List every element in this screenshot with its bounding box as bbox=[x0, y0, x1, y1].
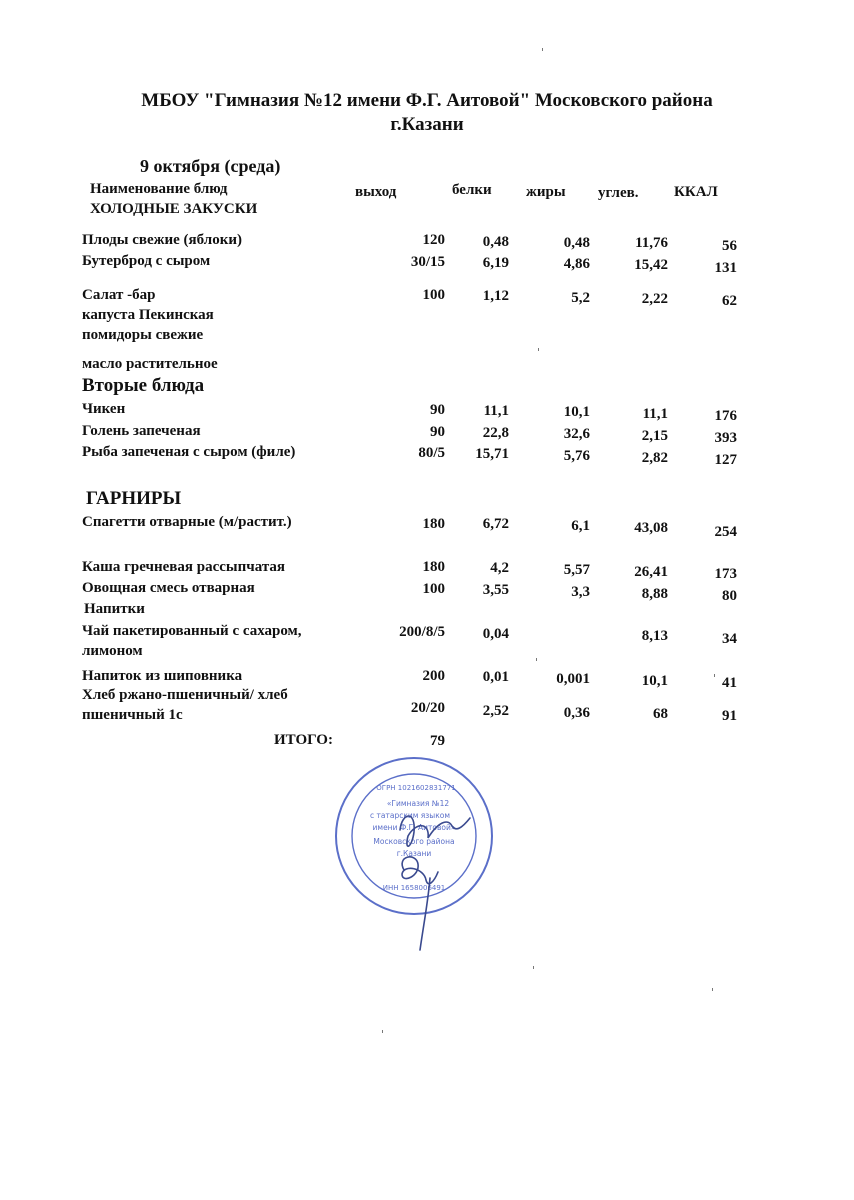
dish-fat: 0,001 bbox=[556, 671, 590, 687]
dish-protein: 2,52 bbox=[482, 703, 509, 719]
official-stamp bbox=[330, 752, 500, 952]
dish-kcal: 173 bbox=[714, 566, 737, 582]
scan-speck bbox=[712, 988, 713, 991]
salad-ingredient: капуста Пекинская bbox=[82, 307, 214, 323]
dish-fat: 4,86 bbox=[563, 256, 590, 272]
dish-protein: 6,19 bbox=[482, 255, 509, 271]
dish-protein: 0,48 bbox=[482, 234, 509, 250]
dish-output: 100 bbox=[422, 581, 445, 597]
dish-carbs: 8,13 bbox=[641, 628, 668, 644]
dish-name-continued: лимоном bbox=[82, 643, 143, 659]
col-header-name: Наименование блюд bbox=[90, 181, 228, 197]
dish-carbs: 2,82 bbox=[641, 450, 668, 466]
dish-protein: 4,2 bbox=[490, 560, 509, 576]
dish-name: Чай пакетированный с сахаром, bbox=[82, 623, 302, 639]
dish-output: 200 bbox=[422, 668, 445, 684]
dish-name: Каша гречневая рассыпчатая bbox=[82, 559, 286, 575]
dish-kcal: 254 bbox=[714, 524, 737, 540]
dish-carbs: 15,42 bbox=[634, 257, 668, 273]
dish-protein: 22,8 bbox=[482, 425, 509, 441]
stamp-line: имени Ф.Г. Аитовой» bbox=[372, 823, 456, 832]
dish-output: 80/5 bbox=[418, 445, 445, 461]
dish-carbs: 8,88 bbox=[641, 586, 668, 602]
dish-name-continued: пшеничный 1с bbox=[82, 707, 183, 723]
dish-output: 30/15 bbox=[410, 254, 445, 270]
total-label: ИТОГО: bbox=[274, 732, 333, 748]
section-second-courses: Вторые блюда bbox=[82, 375, 205, 396]
dish-kcal: 393 bbox=[714, 430, 737, 446]
scan-speck bbox=[542, 48, 543, 51]
dish-carbs: 26,41 bbox=[634, 564, 668, 580]
dish-protein: 15,71 bbox=[475, 446, 509, 462]
scan-speck bbox=[714, 674, 715, 677]
dish-fat: 6,1 bbox=[571, 518, 590, 534]
dish-name: Чикен bbox=[82, 401, 126, 417]
dish-name: Голень запеченая bbox=[82, 423, 201, 439]
dish-output: 120 bbox=[422, 232, 445, 248]
dish-carbs: 43,08 bbox=[634, 520, 668, 536]
dish-kcal: 127 bbox=[714, 452, 737, 468]
col-header-fat: жиры bbox=[526, 184, 566, 200]
dish-protein: 11,1 bbox=[483, 403, 509, 419]
stamp-line: «Гимназия №12 bbox=[386, 799, 450, 808]
dish-protein: 3,55 bbox=[482, 582, 509, 598]
dish-fat: 10,1 bbox=[563, 404, 590, 420]
dish-carbs: 2,22 bbox=[641, 291, 668, 307]
dish-carbs: 11,1 bbox=[642, 406, 668, 422]
total-value: 79 bbox=[430, 733, 445, 749]
scan-speck bbox=[382, 1030, 383, 1033]
dish-kcal: 176 bbox=[714, 408, 737, 424]
dish-carbs: 10,1 bbox=[641, 673, 668, 689]
stamp-line: с татарским языком bbox=[370, 811, 450, 820]
dish-fat: 5,76 bbox=[563, 448, 590, 464]
dish-kcal: 80 bbox=[722, 588, 737, 604]
dish-carbs: 2,15 bbox=[641, 428, 668, 444]
stamp-ring-top: ОГРН 1021602831771 bbox=[376, 784, 456, 792]
dish-protein: 1,12 bbox=[482, 288, 509, 304]
dish-name: Спагетти отварные (м/растит.) bbox=[82, 514, 292, 530]
dish-carbs: 68 bbox=[653, 706, 668, 722]
col-header-kcal: ККАЛ bbox=[674, 184, 718, 200]
dish-protein: 0,01 bbox=[482, 669, 509, 685]
dish-name: Бутерброд с сыром bbox=[82, 253, 211, 269]
stamp-line: г.Казани bbox=[396, 849, 432, 858]
stamp-line: Московского района bbox=[373, 837, 455, 846]
dish-kcal: 131 bbox=[714, 260, 737, 276]
dish-name: Хлеб ржано-пшеничный/ хлеб bbox=[82, 687, 288, 703]
menu-date: 9 октября (среда) bbox=[140, 156, 281, 176]
dish-carbs: 11,76 bbox=[635, 235, 668, 251]
dish-output: 90 bbox=[430, 402, 445, 418]
dish-name: Рыба запеченая с сыром (филе) bbox=[82, 444, 296, 460]
dish-protein: 0,04 bbox=[482, 626, 509, 642]
dish-name: Плоды свежие (яблоки) bbox=[82, 232, 242, 248]
col-header-output: выход bbox=[355, 184, 397, 200]
dish-name: Напиток из шиповника bbox=[82, 668, 243, 684]
org-title-line2: г.Казани bbox=[390, 114, 464, 135]
scan-speck bbox=[538, 348, 539, 351]
dish-output: 200/8/5 bbox=[399, 624, 445, 640]
section-cold-snacks: ХОЛОДНЫЕ ЗАКУСКИ bbox=[90, 201, 258, 217]
dish-output: 20/20 bbox=[410, 700, 445, 716]
dish-name: Салат -бар bbox=[82, 287, 156, 303]
dish-output: 180 bbox=[422, 516, 445, 532]
dish-kcal: 41 bbox=[722, 675, 737, 691]
dish-output: 90 bbox=[430, 424, 445, 440]
dish-protein: 6,72 bbox=[482, 516, 509, 532]
dish-output: 180 bbox=[422, 559, 445, 575]
dish-kcal: 91 bbox=[722, 708, 737, 724]
col-header-protein: белки bbox=[452, 182, 492, 198]
salad-ingredient: масло растительное bbox=[82, 356, 218, 372]
dish-kcal: 62 bbox=[722, 293, 737, 309]
dish-fat: 3,3 bbox=[571, 584, 590, 600]
dish-fat: 32,6 bbox=[563, 426, 590, 442]
dish-fat: 5,2 bbox=[571, 290, 590, 306]
col-header-carbs: углев. bbox=[598, 185, 639, 201]
dish-name: Овощная смесь отварная bbox=[82, 580, 255, 596]
dish-kcal: 56 bbox=[722, 238, 737, 254]
dish-kcal: 34 bbox=[722, 631, 737, 647]
dish-output: 100 bbox=[422, 287, 445, 303]
stamp-ring-bottom: ИНН 1658006491 bbox=[382, 884, 446, 892]
salad-ingredient: помидоры свежие bbox=[82, 327, 204, 343]
section-drinks: Напитки bbox=[84, 601, 145, 617]
dish-fat: 5,57 bbox=[563, 562, 590, 578]
scan-speck bbox=[536, 658, 537, 661]
dish-fat: 0,48 bbox=[563, 235, 590, 251]
section-garnishes: ГАРНИРЫ bbox=[86, 488, 182, 509]
scan-speck bbox=[533, 966, 534, 969]
dish-fat: 0,36 bbox=[563, 705, 590, 721]
org-title-line1: МБОУ "Гимназия №12 имени Ф.Г. Аитовой" Московского района bbox=[141, 90, 713, 111]
